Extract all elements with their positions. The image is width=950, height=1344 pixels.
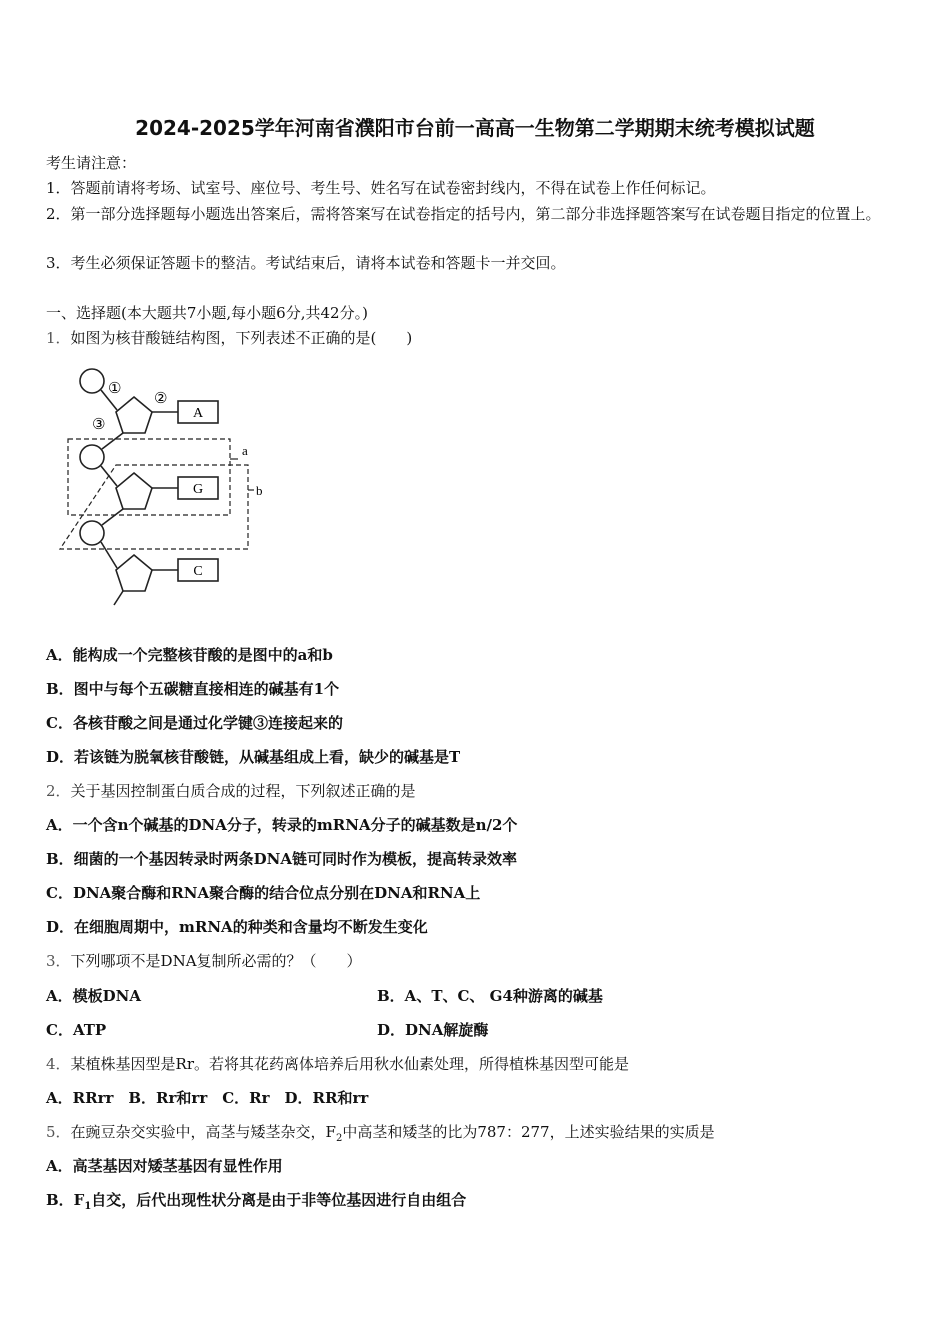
base-label: A (192, 406, 204, 421)
nucleotide-chain-diagram (46, 355, 276, 617)
question-5-stem: 5．在豌豆杂交实验中，高茎与矮茎杂交，$F_2$中高茎和矮茎的比为787：277，上述实验结果的实质是 (46, 1123, 715, 1144)
section-heading: 一、选择题(本大题共7小题,每小题6分,共42分。) (46, 304, 368, 322)
bond-label: ① (108, 379, 122, 397)
notice-item-2: 2．第一部分选择题每小题选出答案后，需将答案写在试卷指定的括号内，第二部分非选择题答案写在试卷题目指定的位置上。 (46, 205, 881, 223)
phosphate-circle (80, 521, 104, 545)
region-b-box (60, 465, 248, 549)
q3-option-c: C．ATP (46, 1021, 107, 1039)
question-number: 5． (46, 1123, 71, 1141)
question-text: 某植株基因型是Rr。若将其花药离体培养后用秋水仙素处理，所得植株基因型可能是 (70, 1055, 630, 1073)
question-1-stem (46, 327, 412, 348)
q1-option-d: D．若该链为脱氧核苷酸链，从碱基组成上看，缺少的碱基是T (46, 748, 461, 766)
sugar-pentagon (116, 473, 152, 509)
phosphate-circle (80, 445, 104, 469)
question-text: 如图为核苷酸链结构图，下列表述不正确的是( ) (70, 329, 413, 347)
q3-option-d: D．DNA解旋酶 (377, 1021, 489, 1039)
q5-option-b: B．$F_1$自交，后代出现性状分离是由于非等位基因进行自由组合 (46, 1191, 467, 1212)
q2-option-b: B．细菌的一个基因转录时两条DNA链可同时作为模板，提高转录效率 (46, 850, 518, 868)
q1-option-a: A．能构成一个完整核苷酸的是图中的a和b (46, 646, 333, 664)
bond-label: ② (154, 389, 168, 407)
base-label: C (193, 564, 203, 579)
question-3-stem (46, 950, 362, 971)
notice-heading: 考生请注意： (46, 154, 137, 172)
sugar-pentagon (116, 397, 152, 433)
q3-option-a: A．模板DNA (46, 987, 141, 1005)
q2-option-d: D．在细胞周期中，mRNA的种类和含量均不断发生变化 (46, 918, 428, 936)
question-number: 3． (46, 952, 71, 970)
q4-options: A．RRrr B．Rr和rr C．Rr D．RR和rr (46, 1089, 369, 1107)
q2-option-a: A．一个含n个碱基的DNA分子，转录的mRNA分子的碱基数是n/2个 (46, 816, 518, 834)
region-label: a (242, 443, 248, 458)
q3-option-b: B．A、T、C、 G4种游离的碱基 (377, 987, 603, 1005)
q2-option-c: C．DNA聚合酶和RNA聚合酶的结合位点分别在DNA和RNA上 (46, 884, 481, 902)
base-label: G (192, 482, 204, 497)
page-title: 2024-2025学年河南省濮阳市台前一高高一生物第二学期期末统考模拟试题 (135, 116, 815, 140)
bond-label: ③ (92, 415, 106, 433)
question-text: 下列哪项不是DNA复制所必需的？（ ） (70, 952, 362, 970)
q1-option-c: C．各核苷酸之间是通过化学键③连接起来的 (46, 714, 343, 732)
question-2-stem (46, 780, 416, 801)
notice-item-3: 3．考生必须保证答题卡的整洁。考试结束后，请将本试卷和答题卡一并交回。 (46, 254, 566, 272)
question-text: 关于基因控制蛋白质合成的过程，下列叙述正确的是 (70, 782, 416, 800)
question-number: 1． (46, 329, 71, 347)
phosphate-circle (80, 369, 104, 393)
question-number: 2． (46, 782, 71, 800)
sugar-pentagon (116, 555, 152, 591)
question-4-stem (46, 1053, 629, 1074)
region-label: b (256, 483, 263, 498)
q1-option-b: B．图中与每个五碳糖直接相连的碱基有1个 (46, 680, 340, 698)
q5-option-a: A．高茎基因对矮茎基因有显性作用 (46, 1157, 283, 1175)
question-number: 4． (46, 1055, 71, 1073)
notice-item-1: 1．答题前请将考场、试室号、座位号、考生号、姓名写在试卷密封线内，不得在试卷上作任何标记。 (46, 179, 716, 197)
